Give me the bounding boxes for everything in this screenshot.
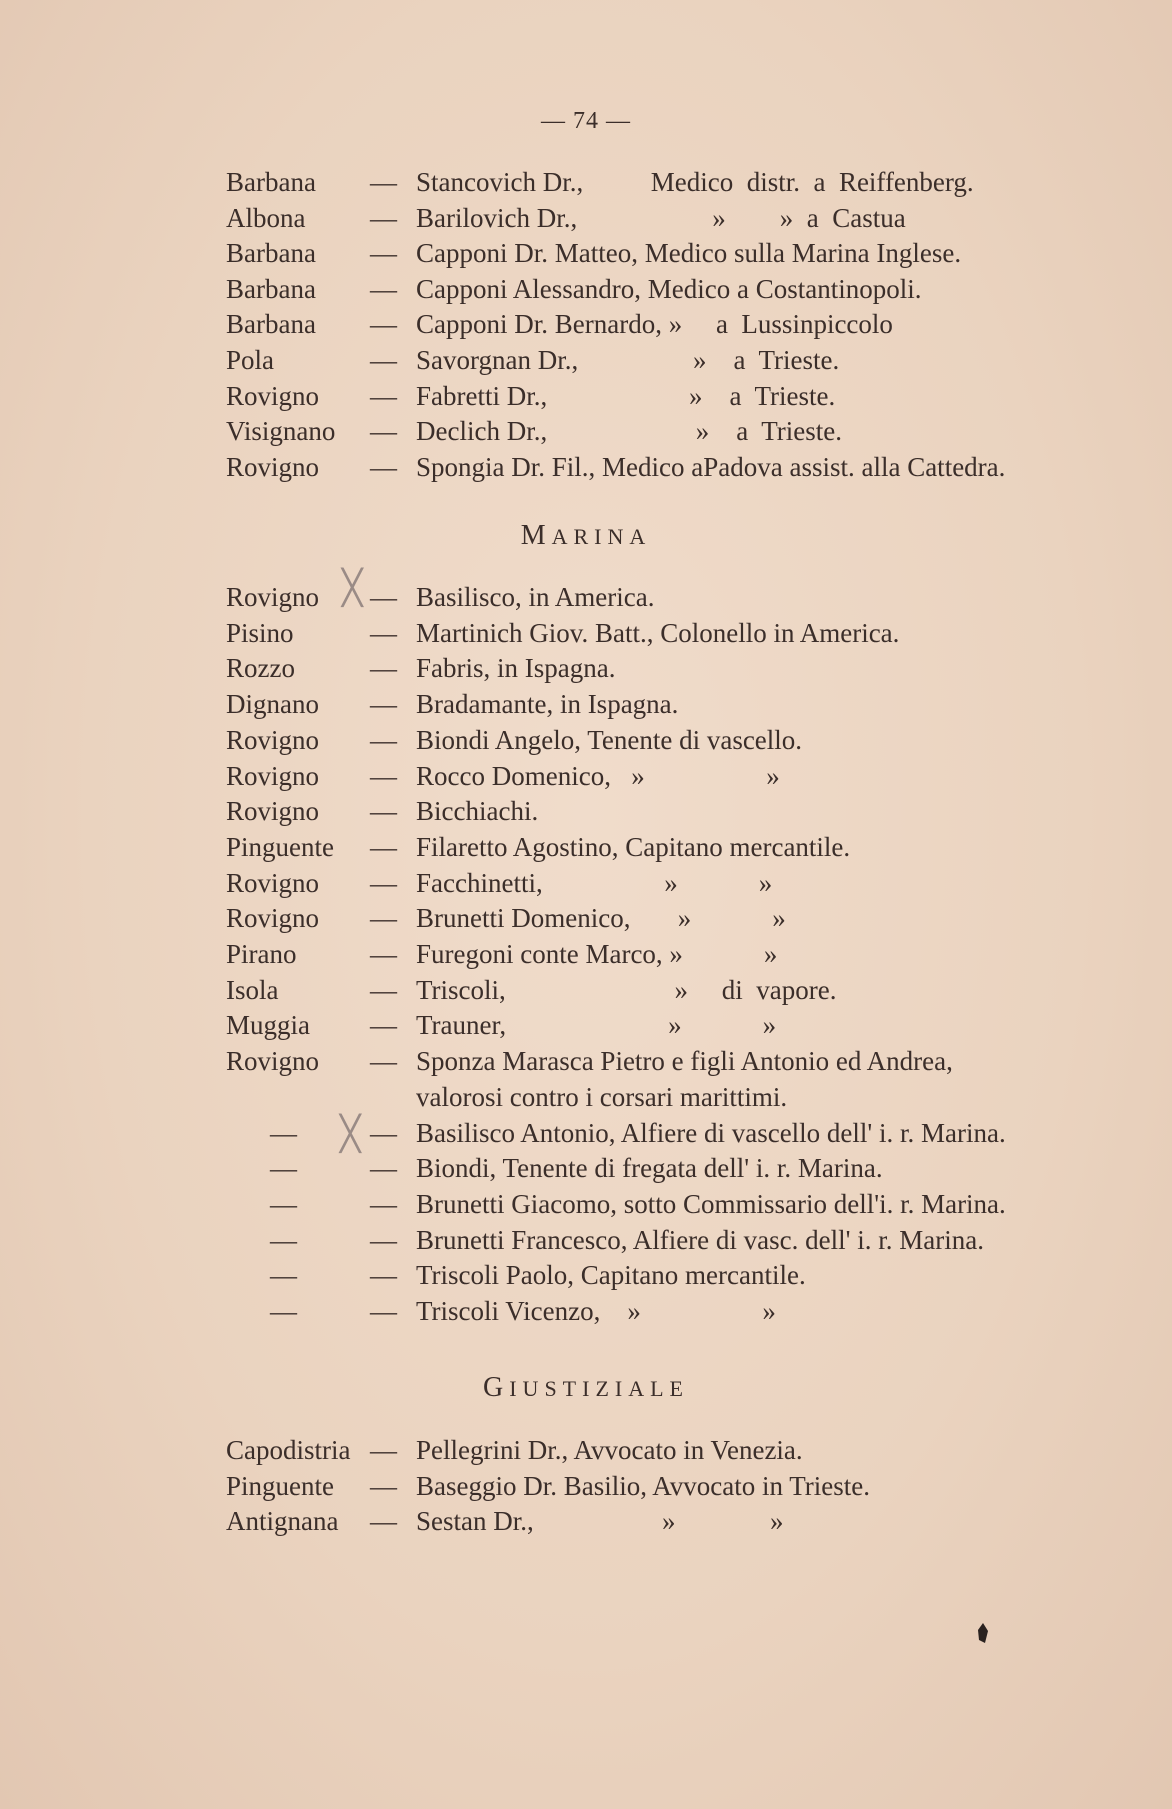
entry-row xyxy=(0,164,1172,200)
entry-dash: — xyxy=(370,167,397,197)
entry-text: Bicchiachi. xyxy=(416,796,539,827)
entry-place: Capodistria xyxy=(226,1435,351,1465)
entry-dash: — xyxy=(370,582,397,612)
entry-row xyxy=(0,972,1172,1008)
entry-dash: — xyxy=(370,416,397,447)
entry-text: Capponi Dr. Bernardo, » a Lussinpiccolo xyxy=(416,309,893,340)
entry-row xyxy=(0,829,1172,865)
entry-text: Trauner, » » xyxy=(416,1010,777,1041)
entry-dash: — xyxy=(370,202,397,233)
entry-row xyxy=(0,615,1172,651)
entry-row xyxy=(0,758,1172,794)
entry-dash: — xyxy=(370,1117,397,1148)
entry-place: Barbana xyxy=(226,167,316,197)
entry-dash: — xyxy=(370,1296,397,1326)
entry-dash: — xyxy=(370,760,397,791)
entry-text: Brunetti Francesco, Alfiere di vasc. dell' i. r. Marina. xyxy=(416,1224,984,1255)
entry-place: Rovigno xyxy=(226,796,320,827)
ink-blot xyxy=(976,1622,990,1644)
heading-giustiziale-text: GIUSTIZIALE xyxy=(483,1372,689,1403)
entry-place: Barbana xyxy=(226,238,316,269)
entry-row xyxy=(0,865,1172,901)
entry-dash: — xyxy=(370,1506,397,1536)
entry-dash: — xyxy=(370,617,397,648)
entry-row xyxy=(0,1257,1172,1293)
entry-row xyxy=(0,1503,1172,1539)
entry-dash: — xyxy=(370,1470,397,1501)
entry-row xyxy=(0,1150,1172,1186)
entry-row xyxy=(0,900,1172,936)
entry-row xyxy=(0,1293,1172,1329)
entry-text: Basilisco, in America. xyxy=(416,582,655,612)
entry-place: Rovigno xyxy=(226,903,320,934)
entry-text: Brunetti Giacomo, sotto Commissario dell'i. r. Marina. xyxy=(416,1188,1006,1219)
entry-row xyxy=(0,235,1172,271)
entry-row xyxy=(0,650,1172,686)
entry-text: Biondi, Tenente di fregata dell' i. r. Marina. xyxy=(416,1153,883,1184)
entry-text: Basilisco Antonio, Alfiere di vascello dell' i. r. Marina. xyxy=(416,1117,1006,1148)
entry-place: Rovigno xyxy=(226,724,320,755)
entry-row xyxy=(0,1222,1172,1258)
entry-place: Pisino xyxy=(226,617,294,648)
entry-dash: — xyxy=(370,796,397,827)
entry-place: Isola xyxy=(226,974,279,1005)
heading-giustiziale xyxy=(0,1372,1172,1404)
page-number: — 74 — xyxy=(541,108,631,134)
entry-text: Barilovich Dr., » » a Castua xyxy=(416,202,906,233)
entry-dash: — xyxy=(370,238,397,269)
entry-row xyxy=(0,200,1172,236)
pencil-check-mark: ╳ xyxy=(342,568,363,608)
entry-place: Muggia xyxy=(226,1010,310,1041)
entry-place: Rovigno xyxy=(226,760,320,791)
entry-row xyxy=(0,1079,1172,1115)
entry-place: Barbana xyxy=(226,309,316,340)
entry-dash: — xyxy=(370,380,397,411)
entry-place: — xyxy=(270,1117,297,1148)
entry-dash: — xyxy=(370,1153,397,1184)
entry-text: Brunetti Domenico, » » xyxy=(416,903,786,934)
entry-place: Rovigno xyxy=(226,380,320,411)
entry-place: Visignano xyxy=(226,416,336,447)
entry-dash: — xyxy=(370,653,397,684)
entry-dash: — xyxy=(370,1260,397,1291)
entry-row xyxy=(0,1468,1172,1504)
entry-text: Bradamante, in Ispagna. xyxy=(416,689,679,720)
entry-text: Savorgnan Dr., » a Trieste. xyxy=(416,345,840,375)
entry-place: Pinguente xyxy=(226,831,334,862)
entry-dash: — xyxy=(370,1046,397,1077)
entry-row xyxy=(0,306,1172,342)
entry-dash: — xyxy=(370,831,397,862)
entry-dash: — xyxy=(370,309,397,340)
entry-place: Antignana xyxy=(226,1506,339,1536)
entry-row xyxy=(0,579,1172,615)
entry-row xyxy=(0,449,1172,485)
entry-text: Triscoli Vicenzo, » » xyxy=(416,1296,776,1326)
entry-dash: — xyxy=(370,689,397,720)
entry-text: Facchinetti, » » xyxy=(416,867,773,898)
entry-text: Rocco Domenico, » » xyxy=(416,760,780,791)
entry-row xyxy=(0,1432,1172,1468)
entry-text: Triscoli, » di vapore. xyxy=(416,974,837,1005)
entry-row xyxy=(0,1043,1172,1079)
entry-dash: — xyxy=(370,451,397,482)
entry-text: Triscoli Paolo, Capitano mercantile. xyxy=(416,1260,806,1291)
entry-text: Capponi Alessandro, Medico a Costantinopoli. xyxy=(416,273,922,304)
entry-text: Stancovich Dr., Medico distr. a Reiffenberg. xyxy=(416,167,974,197)
entry-text: Declich Dr., » a Trieste. xyxy=(416,416,842,447)
entry-dash: — xyxy=(370,974,397,1005)
entry-row xyxy=(0,413,1172,449)
heading-marina xyxy=(0,520,1172,552)
entry-text: Fabris, in Ispagna. xyxy=(416,653,616,684)
entry-row xyxy=(0,378,1172,414)
pencil-check-mark: ╳ xyxy=(340,1114,361,1154)
entry-dash: — xyxy=(370,903,397,934)
entry-text: Filaretto Agostino, Capitano mercantile. xyxy=(416,831,851,862)
entry-dash: — xyxy=(370,273,397,304)
entry-text: Biondi Angelo, Tenente di vascello. xyxy=(416,724,803,755)
entry-dash: — xyxy=(370,1010,397,1041)
entry-dash: — xyxy=(370,1188,397,1219)
entry-text: Fabretti Dr., » a Trieste. xyxy=(416,380,836,411)
entry-place: Rovigno xyxy=(226,867,320,898)
entry-place: Rozzo xyxy=(226,653,295,684)
entry-text: Sponza Marasca Pietro e figli Antonio ed Andrea, xyxy=(416,1046,953,1077)
entry-place: Pinguente xyxy=(226,1470,334,1501)
entry-text: valorosi contro i corsari marittimi. xyxy=(416,1081,788,1112)
entry-row xyxy=(0,686,1172,722)
entry-row xyxy=(0,271,1172,307)
entry-text: Pellegrini Dr., Avvocato in Venezia. xyxy=(416,1435,803,1465)
entry-text: Sestan Dr., » » xyxy=(416,1506,784,1536)
entry-place: — xyxy=(270,1153,297,1184)
entry-dash: — xyxy=(370,724,397,755)
entry-row xyxy=(0,1186,1172,1222)
entry-dash: — xyxy=(370,345,397,375)
entry-row xyxy=(0,1115,1172,1151)
entry-place: Rovigno xyxy=(226,1046,320,1077)
entry-place: Albona xyxy=(226,202,306,233)
entry-place: — xyxy=(270,1188,297,1219)
entry-row xyxy=(0,722,1172,758)
entry-dash: — xyxy=(370,939,397,969)
entry-dash: — xyxy=(370,1224,397,1255)
entry-place: — xyxy=(270,1224,297,1255)
entry-place: Rovigno xyxy=(226,582,320,612)
entry-text: Capponi Dr. Matteo, Medico sulla Marina Inglese. xyxy=(416,238,962,269)
entry-row xyxy=(0,342,1172,378)
entry-place: Pirano xyxy=(226,939,297,969)
entry-place: — xyxy=(270,1260,297,1291)
entry-row xyxy=(0,1007,1172,1043)
entry-dash: — xyxy=(370,867,397,898)
heading-marina-text: MARINA xyxy=(520,520,652,551)
entry-place: — xyxy=(270,1296,297,1326)
entry-text: Furegoni conte Marco, » » xyxy=(416,939,778,969)
entry-row xyxy=(0,793,1172,829)
entry-place: Barbana xyxy=(226,273,316,304)
entry-text: Martinich Giov. Batt., Colonello in America. xyxy=(416,617,900,648)
entry-text: Spongia Dr. Fil., Medico aPadova assist. alla Cattedra. xyxy=(416,451,1006,482)
entry-text: Baseggio Dr. Basilio, Avvocato in Trieste. xyxy=(416,1470,870,1501)
entry-dash: — xyxy=(370,1435,397,1465)
entry-row xyxy=(0,936,1172,972)
entry-place: Dignano xyxy=(226,689,319,720)
entry-place: Pola xyxy=(226,345,275,375)
entry-place: Rovigno xyxy=(226,451,320,482)
